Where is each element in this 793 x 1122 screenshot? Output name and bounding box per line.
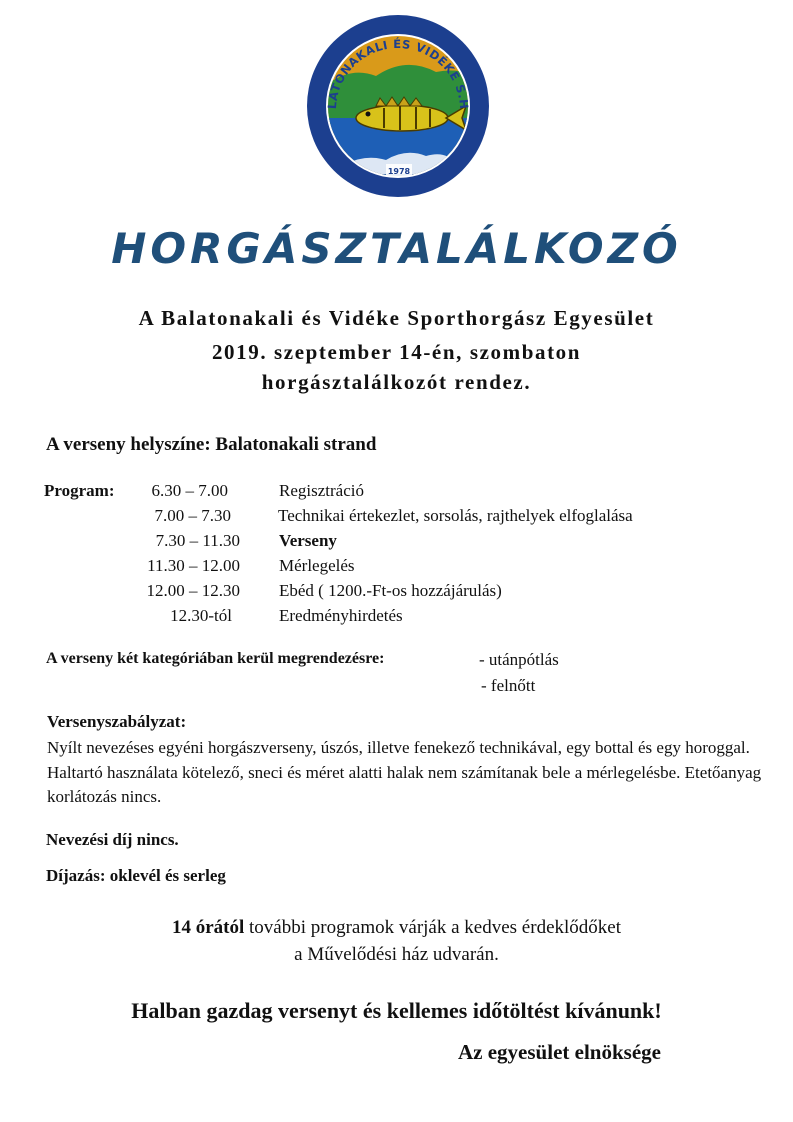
intro-line-1: A Balatonakali és Vidéke Sporthorgász Egyesület: [138, 306, 655, 330]
program-desc: Technikai értekezlet, sorsolás, rajthelyek elfoglalása: [278, 506, 633, 525]
categories-label: A verseny két kategóriában kerül megrendezésre:: [46, 650, 385, 667]
logo-text: LATONAKALI ÉS VIDÉKE S.H: [324, 36, 472, 110]
program-label: Program:: [44, 481, 115, 500]
program-desc: Regisztráció: [279, 481, 364, 500]
program-time: 7.30 – 11.30: [155, 531, 240, 550]
afternoon-programs: [0, 914, 793, 968]
signature: Az egyesület elnöksége: [458, 1040, 661, 1064]
afternoon-time: 14 órától: [171, 917, 245, 938]
entry-fee: Nevezési díj nincs.: [46, 830, 179, 849]
logo-year: 1978: [387, 167, 411, 176]
program-desc: Ebéd ( 1200.-Ft-os hozzájárulás): [279, 581, 502, 600]
program-time: 12.00 – 12.30: [146, 581, 240, 600]
closing-wish: Halban gazdag versenyt és kellemes időtöltést kívánunk!: [131, 998, 662, 1023]
rules-text: Nyílt nevezéses egyéni horgászverseny, úszós, illetve fenekező technikával, egy bottal és egy horoggal. Haltartó használata kötelező, sneci és méret alatti halak nem számítanak bele a mérlegelésbe. Etetőanyag korlátozás nincs.: [47, 738, 762, 806]
category-item: - felnőtt: [481, 676, 536, 695]
intro-line-3: horgásztalálkozót rendez.: [261, 370, 532, 394]
program-desc: Mérlegelés: [279, 556, 355, 575]
program-time: 7.00 – 7.30: [154, 506, 231, 525]
program-time: 11.30 – 12.00: [147, 556, 240, 575]
program-time: 12.30-tól: [170, 606, 232, 625]
venue: A verseny helyszíne: Balatonakali strand: [46, 434, 377, 455]
page-title: HORGÁSZTALÁLKOZÓ: [111, 224, 682, 273]
awards: Díjazás: oklevél és serleg: [46, 866, 226, 885]
afternoon-location: a Művelődési ház udvarán.: [294, 944, 499, 965]
club-logo: [306, 14, 490, 198]
program-time: 6.30 – 7.00: [151, 481, 228, 500]
program-desc: Eredményhirdetés: [279, 606, 403, 625]
rules-heading: Versenyszabályzat:: [47, 712, 187, 731]
category-item: - utánpótlás: [479, 650, 559, 669]
program-desc: Verseny: [279, 531, 337, 550]
intro-line-2: 2019. szeptember 14-én, szombaton: [211, 340, 582, 364]
afternoon-text: további programok várják a kedves érdeklődőket: [244, 917, 621, 938]
